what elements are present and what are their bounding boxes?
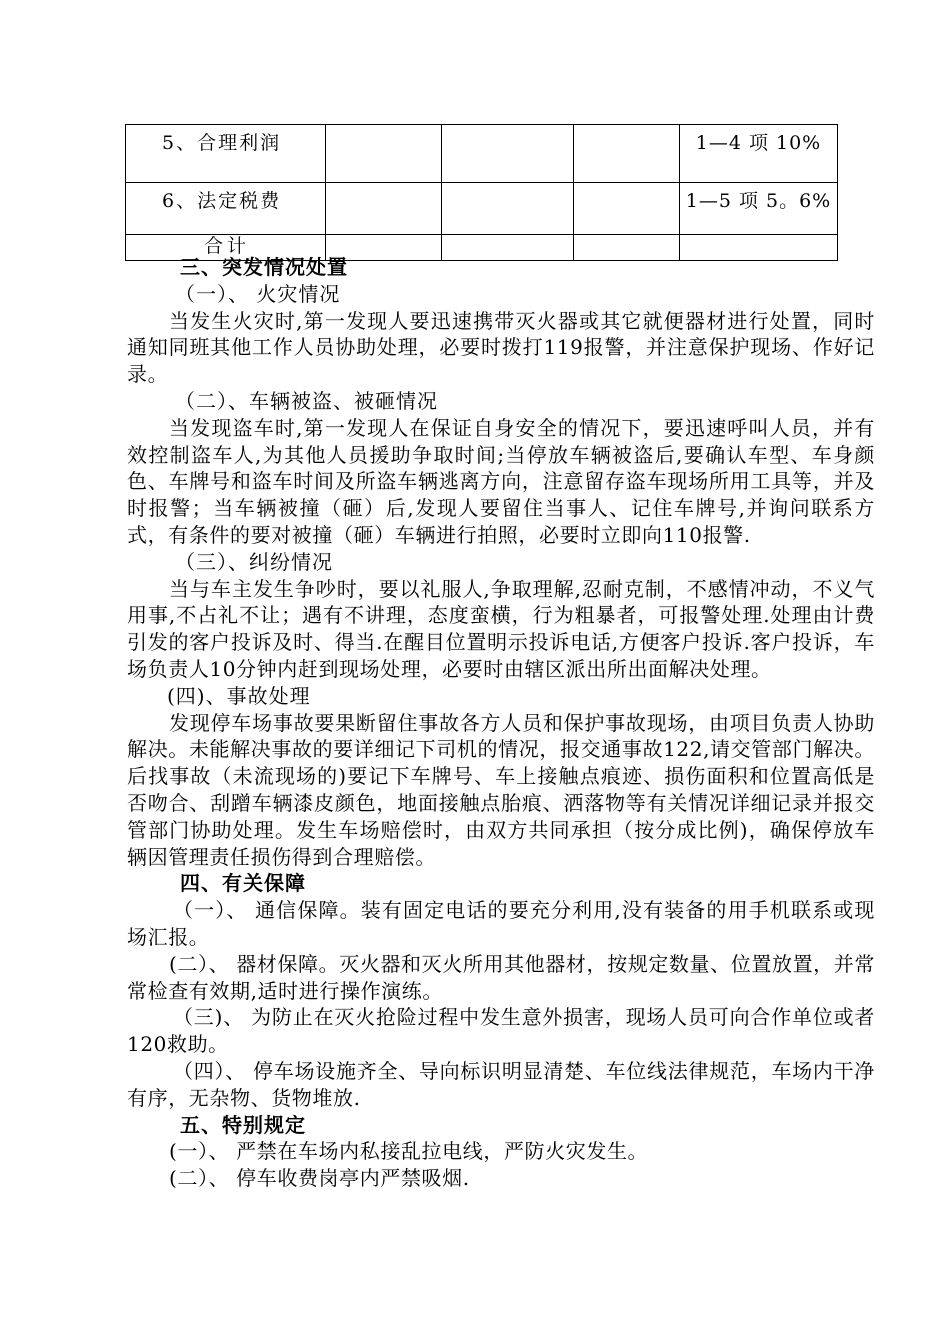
paragraph: 发现停车场事故要果断留住事故各方人员和保护事故现场，由项目负责人协助解决。未能解决事故的要详细记下司机的情况，报交通事故122,请交管部门解决。后找事故（未流现场的)要记下车牌号、车上接触点痕迹、损伤面积和位置高低是否吻合、刮蹭车辆漆皮颜色，地面接触点胎痕、洒落物等有关情况详细记录并报交管部门协助处理。发生车场赔偿时，由双方共同承担（按分成比例)，确保停放车辆因管理责任损伤得到合理赔偿。 — [127, 710, 875, 869]
paragraph: 当发现盗车时,第一发现人在保证自身安全的情况下，要迅速呼叫人员，并有效控制盗车人,为其他人员援助争取时间;当停放车辆被盗后,要确认车型、车身颜色、车牌号和盗车时间及所盗车辆逃离方向，注意留存盗车现场所用工具等，并及时报警；当车辆被撞（砸）后,发现人要留住当事人、记住车牌号,并询问联系方式，有条件的要对被撞（砸）车辆进行拍照，必要时立即向110报警. — [127, 415, 875, 547]
section-heading: 三、突发情况处置 — [180, 255, 348, 279]
table-row — [126, 183, 838, 235]
subsection-heading: （二）、车辆被盗、被砸情况 — [175, 388, 438, 413]
list-item: （一）、 通信保障。装有固定电话的要充分利用,没有装备的用手机联系或现场汇报。 — [127, 898, 875, 949]
cost-table — [125, 124, 838, 261]
list-item: (二）、 停车收费岗亭内严禁吸烟. — [169, 1166, 470, 1191]
row-note: 1—4 项 10% — [680, 125, 838, 183]
row-label: 合计 — [126, 235, 326, 261]
list-item: （三)、 为防止在灭火抢险过程中发生意外损害，现场人员可向合作单位或者120救助。 — [127, 1005, 875, 1057]
subsection-heading: (四)、事故处理 — [167, 683, 311, 708]
list-item: （四）、 停车场设施齐全、导向标识明显清楚、车位线法律规范，车场内干净有序，无杂物、货物堆放. — [127, 1058, 875, 1110]
section-heading: 四、有关保障 — [180, 871, 306, 896]
table-cell — [442, 125, 574, 183]
table-cell — [442, 183, 574, 235]
table-cell — [574, 183, 680, 235]
document-body — [127, 254, 875, 1192]
table-cell — [574, 125, 680, 183]
row-label: 5、合理利润 — [126, 125, 326, 183]
subsection-heading: （一）、 火灾情况 — [175, 281, 341, 306]
table-cell — [326, 125, 442, 183]
table-cell — [326, 183, 442, 235]
table-row — [126, 125, 838, 183]
list-item: (一）、 严禁在车场内私接乱拉电线，严防火灾发生。 — [169, 1139, 649, 1164]
paragraph: 当发生火灾时,第一发现人要迅速携带灭火器或其它就便器材进行处置，同时通知同班其他工作人员协助处理，必要时拨打119报警，并注意保护现场、作好记录。 — [127, 308, 875, 387]
row-label: 6、法定税费 — [126, 183, 326, 235]
section-heading: 五、特别规定 — [180, 1112, 306, 1137]
row-note: 1—5 项 5。6% — [680, 183, 838, 235]
paragraph: 当与车主发生争吵时，要以礼服人,争取理解,忍耐克制，不感情冲动，不义气用事,不占礼不让；遇有不讲理，态度蛮横，行为粗暴者，可报警处理.处理由计费引发的客户投诉及时、得当.在醒目位置明示投诉电话,方便客户投诉.客户投诉，车场负责人10分钟内赶到现场处理，必要时由辖区派出所出面解决处理。 — [127, 576, 875, 681]
subsection-heading: （三）、纠纷情况 — [175, 549, 333, 574]
list-item: (二）、 器材保障。灭火器和灭火所用其他器材，按规定数量、位置放置，并常常检查有效期,适时进行操作演练。 — [127, 951, 875, 1003]
